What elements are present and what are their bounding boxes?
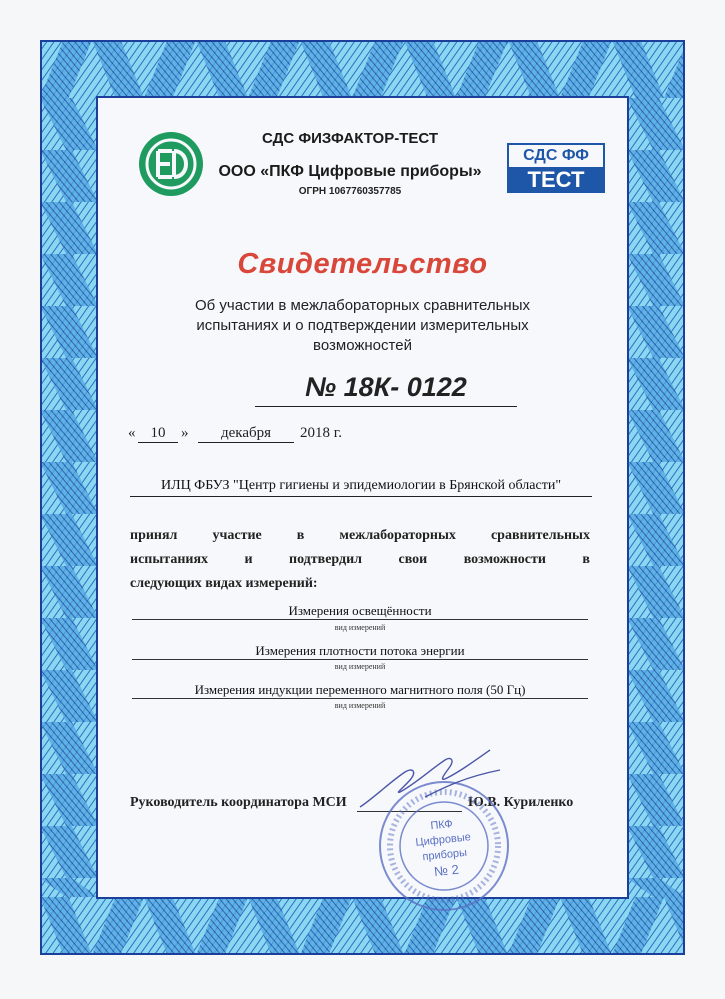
measurement-2: Измерения плотности потока энергии xyxy=(132,643,588,660)
stamp-text xyxy=(391,813,497,883)
subtitle-line: Об участии в межлабораторных сравнительных xyxy=(194,297,531,314)
stamp-line: Цифровые приборы xyxy=(414,831,472,864)
stamp-line: ПКФ xyxy=(429,817,454,833)
signer-name: Ю.В. Куриленко xyxy=(468,795,574,810)
measurement-3: Измерения индукции переменного магнитного поля (50 Гц) xyxy=(132,682,588,699)
signer-role: Руководитель координатора МСИ xyxy=(130,795,347,810)
measurement-1: Измерения освещённости xyxy=(132,603,588,620)
measurement-caption: вид измерений xyxy=(334,701,386,710)
measurement-caption: вид измерений xyxy=(334,662,386,671)
measurement-caption: вид измерений xyxy=(334,623,386,632)
signature-icon xyxy=(355,742,505,822)
certificate-title: Свидетельство xyxy=(237,248,488,280)
date-close-quote: » xyxy=(181,425,189,441)
date-month: декабря xyxy=(198,425,294,443)
date-day: 10 xyxy=(138,425,178,443)
participant-name: ИЛЦ ФБУЗ "Центр гигиены и эпидемиологии в Брянской области" xyxy=(130,478,592,497)
date-open-quote: « xyxy=(128,425,136,441)
statement-line: испытаниях и подтвердил свои возможности в xyxy=(130,552,590,567)
stamp-line: № 2 xyxy=(433,861,460,880)
org-top: СДС ФИЗФАКТОР-ТЕСТ xyxy=(262,130,438,147)
badge-top: СДС ФФ xyxy=(507,143,605,167)
subtitle-line: испытаниях и о подтверждении измерительных xyxy=(196,317,529,334)
org-name: ООО «ПКФ Цифровые приборы» xyxy=(218,163,482,180)
statement-line: следующих видах измерений: xyxy=(130,576,318,591)
ogrn: ОГРН 1067760357785 xyxy=(298,186,402,197)
certificate-number: № 18К- 0122 xyxy=(255,372,517,407)
certificate-subtitle xyxy=(120,296,605,356)
date-year: 2018 г. xyxy=(300,425,342,441)
subtitle-line: возможностей xyxy=(313,337,412,354)
badge-bottom: ТЕСТ xyxy=(507,167,605,193)
statement-line: принял участие в межлабораторных сравнительных xyxy=(130,528,590,543)
statement xyxy=(130,524,590,596)
sds-badge xyxy=(507,143,605,193)
company-logo-icon xyxy=(136,129,206,199)
